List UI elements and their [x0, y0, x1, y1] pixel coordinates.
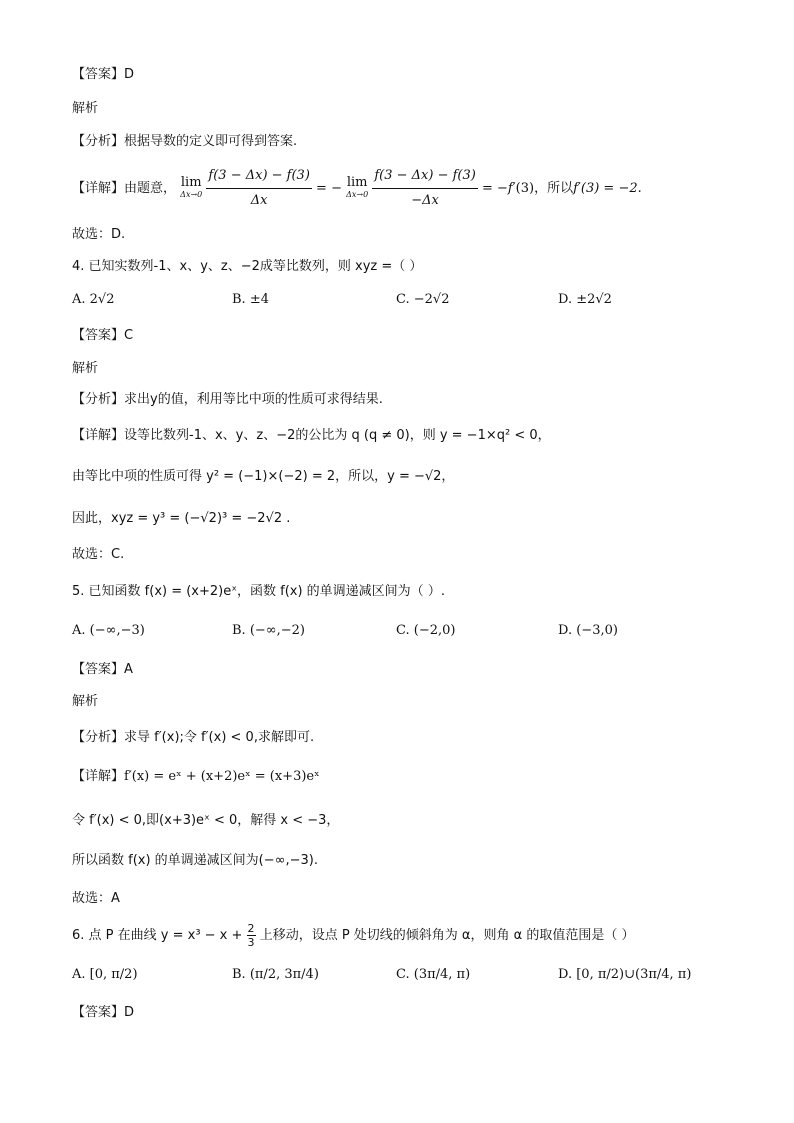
q5-question: 5. 已知函数 f(x) = (x+2)eˣ，函数 f(x) 的单调递减区间为（ ）. [72, 584, 445, 599]
q3-xiangjie-prefix: 由题意， [124, 181, 177, 196]
q5-fenxi-line [72, 729, 314, 747]
q3-analysis-heading: 解析 [72, 101, 99, 116]
xiangjie-tag: 【详解】 [72, 428, 125, 443]
q3-answer-line [72, 66, 134, 84]
fenxi-tag: 【分析】 [72, 392, 125, 407]
q4-option-d: D. ±2√2 [558, 292, 612, 307]
q3-fenxi: 根据导数的定义即可得到答案. [124, 134, 298, 149]
fenxi-tag: 【分析】 [72, 134, 125, 149]
q3-fenxi-line [72, 133, 297, 151]
xiangjie-tag: 【详解】 [72, 181, 125, 196]
q4-answer-line [72, 327, 133, 345]
q3-choose: D. [111, 227, 126, 242]
q6-option-c: C. (3π/4, π) [396, 967, 471, 982]
q4-option-b: B. ±4 [232, 292, 269, 307]
q5-answer-line [72, 661, 133, 679]
limit-symbol: lim Δx→0 [180, 174, 203, 199]
q4-option-c: C. −2√2 [396, 292, 450, 307]
q4-choose-line [72, 546, 124, 564]
q6-answer-line [72, 1004, 134, 1022]
q4-option-a: A. 2√2 [72, 292, 115, 307]
choose-tag: 故选： [72, 547, 112, 562]
fenxi-tag: 【分析】 [72, 730, 125, 745]
q5-line1: f′(x) = eˣ + (x+2)eˣ = (x+3)eˣ [124, 769, 320, 784]
choose-tag: 故选： [72, 891, 112, 906]
answer-tag: 【答案】 [72, 67, 125, 82]
limit-symbol-2: lim Δx→0 [346, 174, 369, 199]
q5-xiangjie-line1 [72, 768, 320, 786]
q5-option-d: D. (−3,0) [558, 623, 618, 638]
q5-option-c: C. (−2,0) [396, 623, 456, 638]
q5-option-a: A. (−∞,−3) [72, 623, 145, 638]
q4-question: 4. 已知实数列-1、x、y、z、−2成等比数列，则 xyz =（ ） [72, 259, 423, 274]
q4-fenxi: 求出y的值，利用等比中项的性质可求得结果. [124, 392, 383, 407]
q6-option-a: A. [0, π/2) [72, 967, 138, 982]
q4-line3: 因此，xyz = y³ = (−√2)³ = −2√2 . [72, 511, 291, 526]
difference-quotient-1: $\frac{f(3 - \Delta x) - f(3)}{\Delta x}$ [206, 165, 312, 212]
q4-xiangjie-line1 [72, 427, 551, 445]
q4-answer: C [124, 328, 134, 343]
q6-option-b: B. (π/2, 3π/4) [232, 967, 319, 982]
difference-quotient-2: $\frac{f(3 - \Delta x) - f(3)}{-\Delta x}$ [372, 165, 478, 212]
q3-xiangjie-mid: ，所以 [534, 181, 574, 196]
q3-answer: D [124, 67, 135, 82]
q4-fenxi-line [72, 391, 383, 409]
q6-answer: D [124, 1005, 135, 1020]
q5-option-b: B. (−∞,−2) [232, 623, 305, 638]
q4-line1: 设等比数列-1、x、y、z、−2的公比为 q (q ≠ 0)，则 y = −1×q² < 0， [124, 428, 551, 443]
q4-analysis-heading: 解析 [72, 361, 99, 376]
q3-xiangjie-end: f′(3) = −2. [573, 181, 642, 196]
q5-choose: A [111, 891, 120, 906]
q5-line2: 令 f′(x) < 0,即(x+3)eˣ < 0，解得 x < −3， [72, 813, 340, 828]
q5-analysis-heading: 解析 [72, 694, 99, 709]
q5-choose-line [72, 890, 120, 908]
q6-question [72, 922, 634, 949]
q5-line3: 所以函数 f(x) 的单调递减区间为(−∞,−3). [72, 853, 318, 868]
q6-fraction: $\frac{2}{3}$ [247, 922, 255, 949]
q3-xiangjie-line: 【详解】由题意， lim Δx→0 $\frac{f(3 - \Delta x) - f(3)}{\Delta x}$ = − lim Δx→0 $\frac{f(3 - \Delta x) - f(3)}{-\Delta x}$ = −f′(3)，所以f′(3) = −2. [72, 165, 642, 212]
q4-line2: 由等比中项的性质可得 y² = (−1)×(−2) = 2，所以，y = −√2， [72, 469, 455, 484]
choose-tag: 故选： [72, 227, 112, 242]
q3-choose-line [72, 226, 125, 244]
q5-answer: A [124, 662, 133, 677]
q4-choose: C. [111, 547, 125, 562]
answer-tag: 【答案】 [72, 1005, 125, 1020]
q6-question-prefix: 6. 点 P 在曲线 y = x³ − x + [72, 928, 243, 943]
q6-question-suffix: 上移动，设点 P 处切线的倾斜角为 α，则角 α 的取值范围是（ ） [259, 928, 635, 943]
answer-tag: 【答案】 [72, 328, 125, 343]
q6-option-d: D. [0, π/2)∪(3π/4, π) [558, 967, 692, 982]
answer-tag: 【答案】 [72, 662, 125, 677]
q5-fenxi: 求导 f′(x);令 f′(x) < 0,求解即可. [124, 730, 315, 745]
xiangjie-tag: 【详解】 [72, 769, 125, 784]
